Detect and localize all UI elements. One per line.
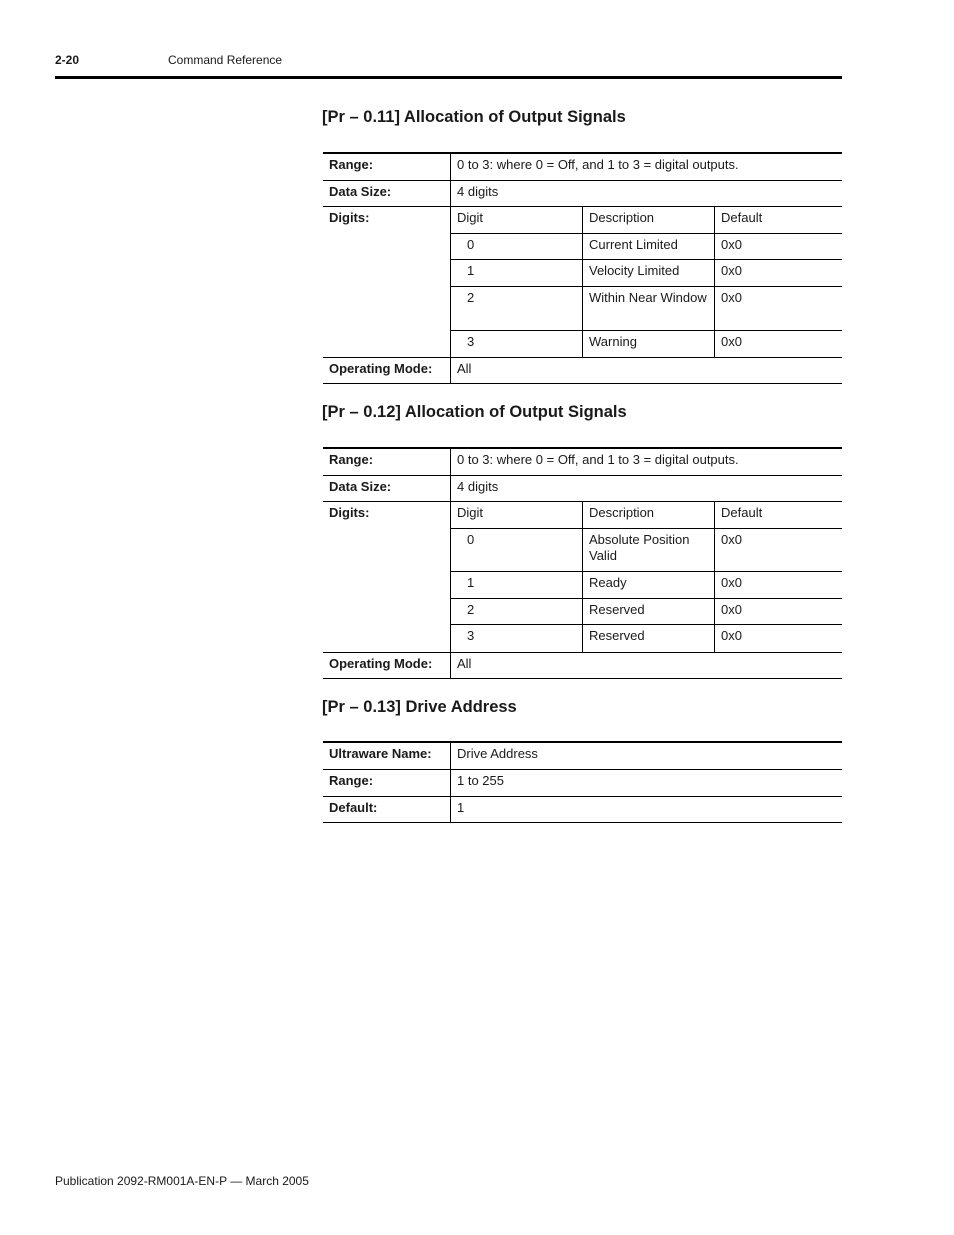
digit-value: 1 xyxy=(451,260,583,287)
digit-default: 0x0 xyxy=(715,287,843,331)
table-row xyxy=(451,260,842,287)
digits-cell xyxy=(451,206,843,357)
operating-mode-value: All xyxy=(451,357,843,383)
range-label: Range: xyxy=(323,769,451,796)
digit-default: 0x0 xyxy=(715,234,843,260)
section-title-pr-0-11: [Pr – 0.11] Allocation of Output Signals xyxy=(322,108,626,126)
data-size-label: Data Size: xyxy=(323,180,451,206)
digit-description: Warning xyxy=(583,331,715,357)
ultraware-name-label: Ultraware Name: xyxy=(323,742,451,769)
range-value: 0 to 3: where 0 = Off, and 1 to 3 = digital outputs. xyxy=(451,153,843,180)
param-table-pr-0-12 xyxy=(323,447,842,679)
digit-header: Digit xyxy=(451,207,583,234)
table-row xyxy=(451,287,842,331)
digits-label: Digits: xyxy=(323,206,451,357)
table-row xyxy=(451,234,842,260)
digit-value: 3 xyxy=(451,625,583,652)
page-number: 2-20 xyxy=(55,53,80,67)
table-row xyxy=(451,572,842,599)
digit-value: 2 xyxy=(451,287,583,331)
section-title-pr-0-12: [Pr – 0.12] Allocation of Output Signals xyxy=(322,403,627,421)
range-value: 0 to 3: where 0 = Off, and 1 to 3 = digital outputs. xyxy=(451,448,843,475)
page-section-title: Command Reference xyxy=(168,53,283,67)
page-header xyxy=(55,52,842,79)
data-size-label: Data Size: xyxy=(323,475,451,501)
data-size-value: 4 digits xyxy=(451,180,843,206)
digit-description: Velocity Limited xyxy=(583,260,715,287)
digits-header-row xyxy=(451,502,842,529)
range-label: Range: xyxy=(323,448,451,475)
range-value: 1 to 255 xyxy=(451,769,843,796)
digit-default: 0x0 xyxy=(721,334,742,349)
digits-table xyxy=(451,207,842,357)
digit-default: 0x0 xyxy=(715,572,843,599)
operating-mode-label: Operating Mode: xyxy=(323,357,451,383)
default-header: Default xyxy=(715,502,843,529)
digit-default: 0x0 xyxy=(721,628,742,643)
param-table-pr-0-13 xyxy=(323,741,842,823)
digit-value: 3 xyxy=(451,331,583,357)
operating-mode-value: All xyxy=(451,652,843,678)
digit-description: Absolute Position Valid xyxy=(583,529,715,572)
data-size-value: 4 digits xyxy=(451,475,843,501)
digit-value: 1 xyxy=(451,572,583,599)
digit-description: Within Near Window xyxy=(583,287,715,331)
description-header: Description xyxy=(583,502,715,529)
digit-header: Digit xyxy=(451,502,583,529)
digit-value: 0 xyxy=(451,234,583,260)
digits-label: Digits: xyxy=(323,501,451,652)
default-label: Default: xyxy=(323,796,451,822)
range-label: Range: xyxy=(323,153,451,180)
digits-header-row xyxy=(451,207,842,234)
digits-cell xyxy=(451,501,843,652)
digit-description: Reserved xyxy=(583,625,715,652)
digit-default: 0x0 xyxy=(715,260,843,287)
operating-mode-label: Operating Mode: xyxy=(323,652,451,678)
digits-table xyxy=(451,502,842,652)
digit-description: Reserved xyxy=(583,599,715,625)
table-row xyxy=(451,625,842,652)
table-row xyxy=(451,331,842,357)
digit-description: Ready xyxy=(583,572,715,599)
digit-default: 0x0 xyxy=(715,529,843,572)
digit-default: 0x0 xyxy=(715,599,843,625)
digit-description: Current Limited xyxy=(583,234,715,260)
table-row xyxy=(451,599,842,625)
section-title-pr-0-13: [Pr – 0.13] Drive Address xyxy=(322,698,517,716)
default-header: Default xyxy=(715,207,843,234)
table-row xyxy=(451,529,842,572)
param-table-pr-0-11 xyxy=(323,152,842,384)
page-footer: Publication 2092-RM001A-EN-P — March 2005 xyxy=(55,1174,309,1188)
digit-value: 2 xyxy=(451,599,583,625)
description-header: Description xyxy=(583,207,715,234)
digit-value: 0 xyxy=(451,529,583,572)
default-value: 1 xyxy=(451,796,843,822)
ultraware-name-value: Drive Address xyxy=(451,742,843,769)
